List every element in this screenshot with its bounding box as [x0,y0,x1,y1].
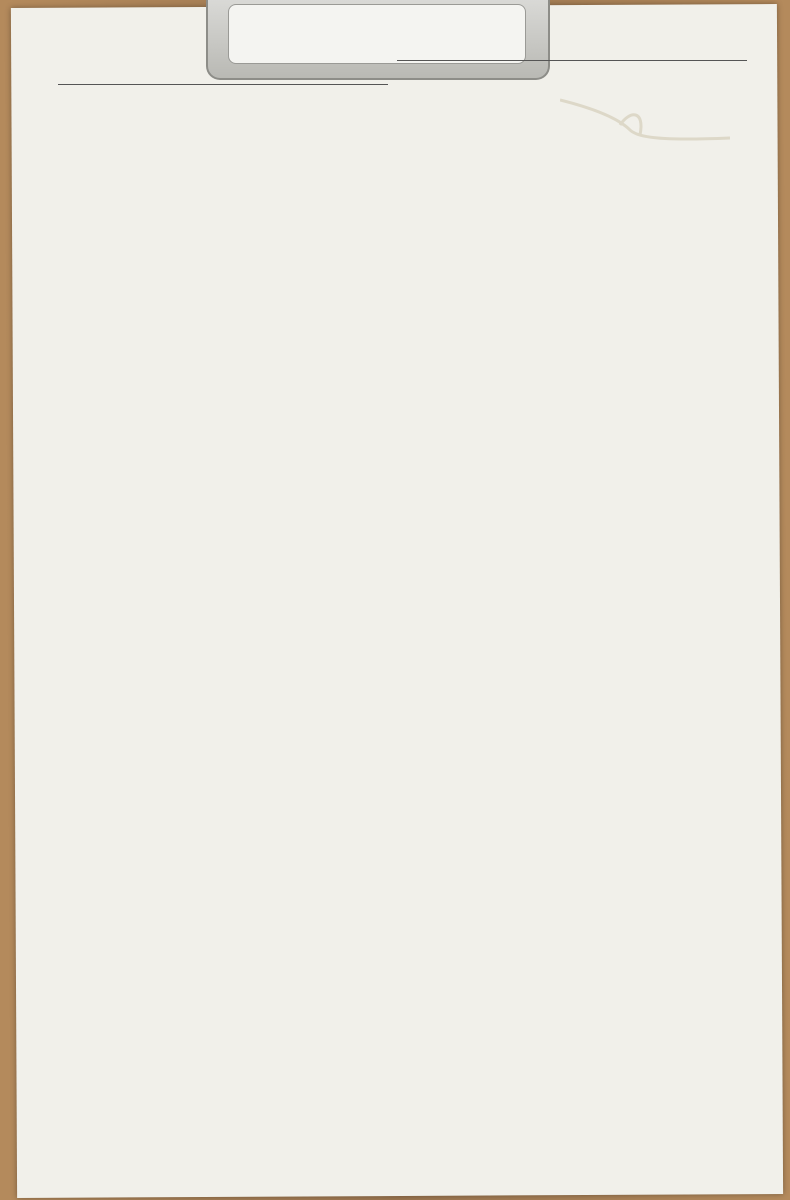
menu-sheet [11,4,783,1198]
left-menu-column [58,84,388,85]
right-menu-column [397,60,747,61]
clip-slot [228,4,526,64]
clipboard-clip [206,0,550,80]
